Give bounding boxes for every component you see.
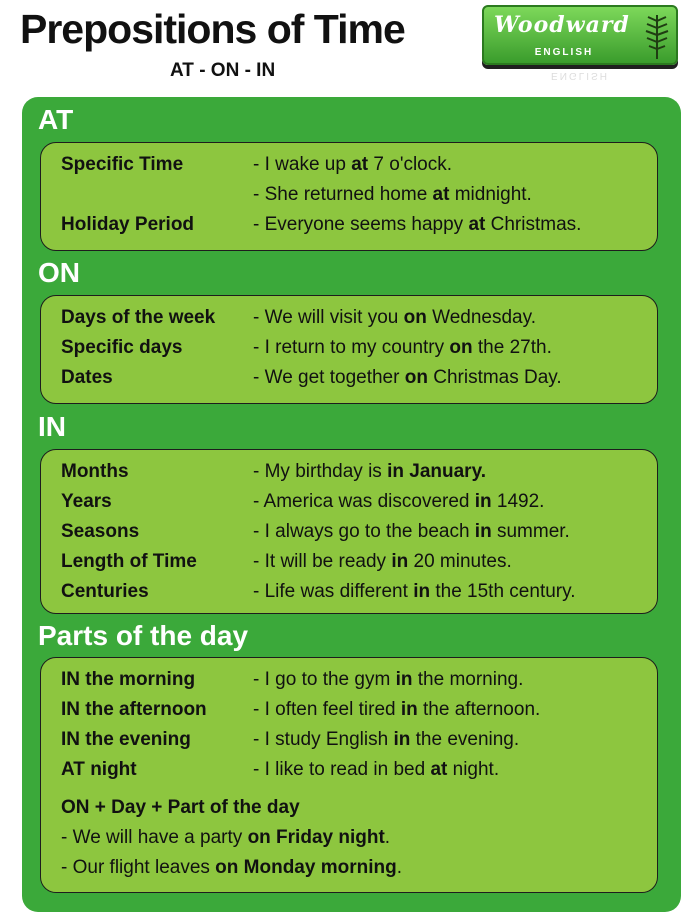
preposition: in [474,521,492,542]
table-row [59,729,639,759]
row-label: Dates [61,367,113,388]
preposition: in January. [387,461,486,482]
preposition: in [395,669,413,690]
example-text: - Everyone seems happy [253,214,469,235]
section-title-in: IN [38,411,66,442]
example-sentence [253,154,452,176]
example-text-end: midnight. [449,184,532,205]
example-text-end: the 15th century. [430,581,576,602]
example-text: - I always go to the beach [253,521,475,542]
note-phrase: on Friday night [247,827,385,848]
preposition: at [351,154,369,175]
example-text-end: summer. [491,521,570,542]
example-text-end: night. [447,759,500,780]
table-row [59,214,639,244]
row-label: IN the morning [61,669,196,690]
table-row [59,491,639,521]
preposition: at [468,214,486,235]
example-sentence [253,337,552,359]
example-text-end: the afternoon. [417,699,541,720]
preposition: at [432,184,450,205]
section-box-in [40,449,658,614]
row-label: Specific Time [61,154,184,175]
note-title: ON + Day + Part of the day [61,797,300,818]
preposition: in [393,729,411,750]
note-example [59,827,639,857]
example-sentence [253,669,523,691]
fern-icon [642,11,672,66]
note-text-end: . [384,827,391,848]
example-text: - My birthday is [253,461,388,482]
preposition: in [400,699,418,720]
example-text: - We get together [253,367,405,388]
logo-subtext: ENGLISH [534,47,594,58]
example-text-end: the 27th. [472,337,552,358]
row-label: Length of Time [61,551,197,572]
example-sentence [253,184,532,206]
example-text: - I return to my country [253,337,450,358]
table-row [59,184,639,214]
woodward-english-logo [482,5,678,65]
example-sentence [253,551,512,573]
example-sentence [253,729,519,751]
row-label: AT night [61,759,137,780]
example-text-end: 20 minutes. [408,551,512,572]
example-text: - I often feel tired [253,699,401,720]
example-sentence [253,367,562,389]
example-text-end: the evening. [410,729,520,750]
table-row [59,699,639,729]
row-label: Years [61,491,112,512]
example-text-end: 7 o'clock. [368,154,453,175]
example-sentence [253,759,499,781]
preposition: on [404,367,428,388]
table-row [59,367,639,397]
page-title: Prepositions of Time [20,6,405,52]
table-row [59,521,639,551]
table-row [59,581,639,611]
preposition: in [474,491,492,512]
example-sentence [253,491,544,513]
example-text-end: Wednesday. [426,307,536,328]
row-label: Centuries [61,581,149,602]
example-text: - I like to read in bed [253,759,431,780]
example-text-end: 1492. [491,491,545,512]
note-text: - We will have a party [61,827,248,848]
section-box-at [40,142,658,251]
note-text-end: . [396,857,402,878]
example-text: - I go to the gym [253,669,396,690]
example-text: - We will visit you [253,307,404,328]
example-sentence [253,581,575,603]
section-title-on: ON [38,257,80,288]
table-row [59,759,639,789]
example-text: - I study English [253,729,394,750]
note-phrase: on Monday morning [215,857,397,878]
example-text-end: the morning. [412,669,524,690]
row-label: Seasons [61,521,140,542]
example-text: - She returned home [253,184,433,205]
row-label: IN the evening [61,729,191,750]
note-example [59,857,639,887]
example-text-end: Christmas. [485,214,582,235]
section-title-parts-of-day: Parts of the day [38,620,249,651]
example-text: - It will be ready [253,551,392,572]
table-row [59,337,639,367]
table-row [59,154,639,184]
example-text: - America was discovered [253,491,475,512]
row-label: IN the afternoon [61,699,207,720]
section-box-on [40,295,658,404]
example-sentence [253,214,581,236]
table-row [59,307,639,337]
example-sentence [253,699,540,721]
note-text: - Our flight leaves [61,857,216,878]
table-row [59,669,639,699]
section-title-at: AT [38,104,74,135]
example-sentence [253,461,486,483]
preposition: at [430,759,448,780]
preposition: on [403,307,427,328]
example-text: - I wake up [253,154,352,175]
row-label: Months [61,461,129,482]
table-row [59,551,639,581]
example-text: - Life was different [253,581,414,602]
example-sentence [253,307,536,329]
section-box-parts-of-day [40,657,658,893]
row-label: Holiday Period [61,214,195,235]
preposition: in [391,551,409,572]
page-subtitle: AT - ON - IN [170,60,276,81]
logo-reflection: ENGLISH [551,70,609,81]
row-label: Days of the week [61,307,216,328]
example-sentence [253,521,570,543]
row-label: Specific days [61,337,183,358]
example-text-end: Christmas Day. [427,367,562,388]
table-row [59,461,639,491]
preposition: in [413,581,431,602]
logo-brand: Woodward [494,12,630,38]
preposition: on [449,337,473,358]
